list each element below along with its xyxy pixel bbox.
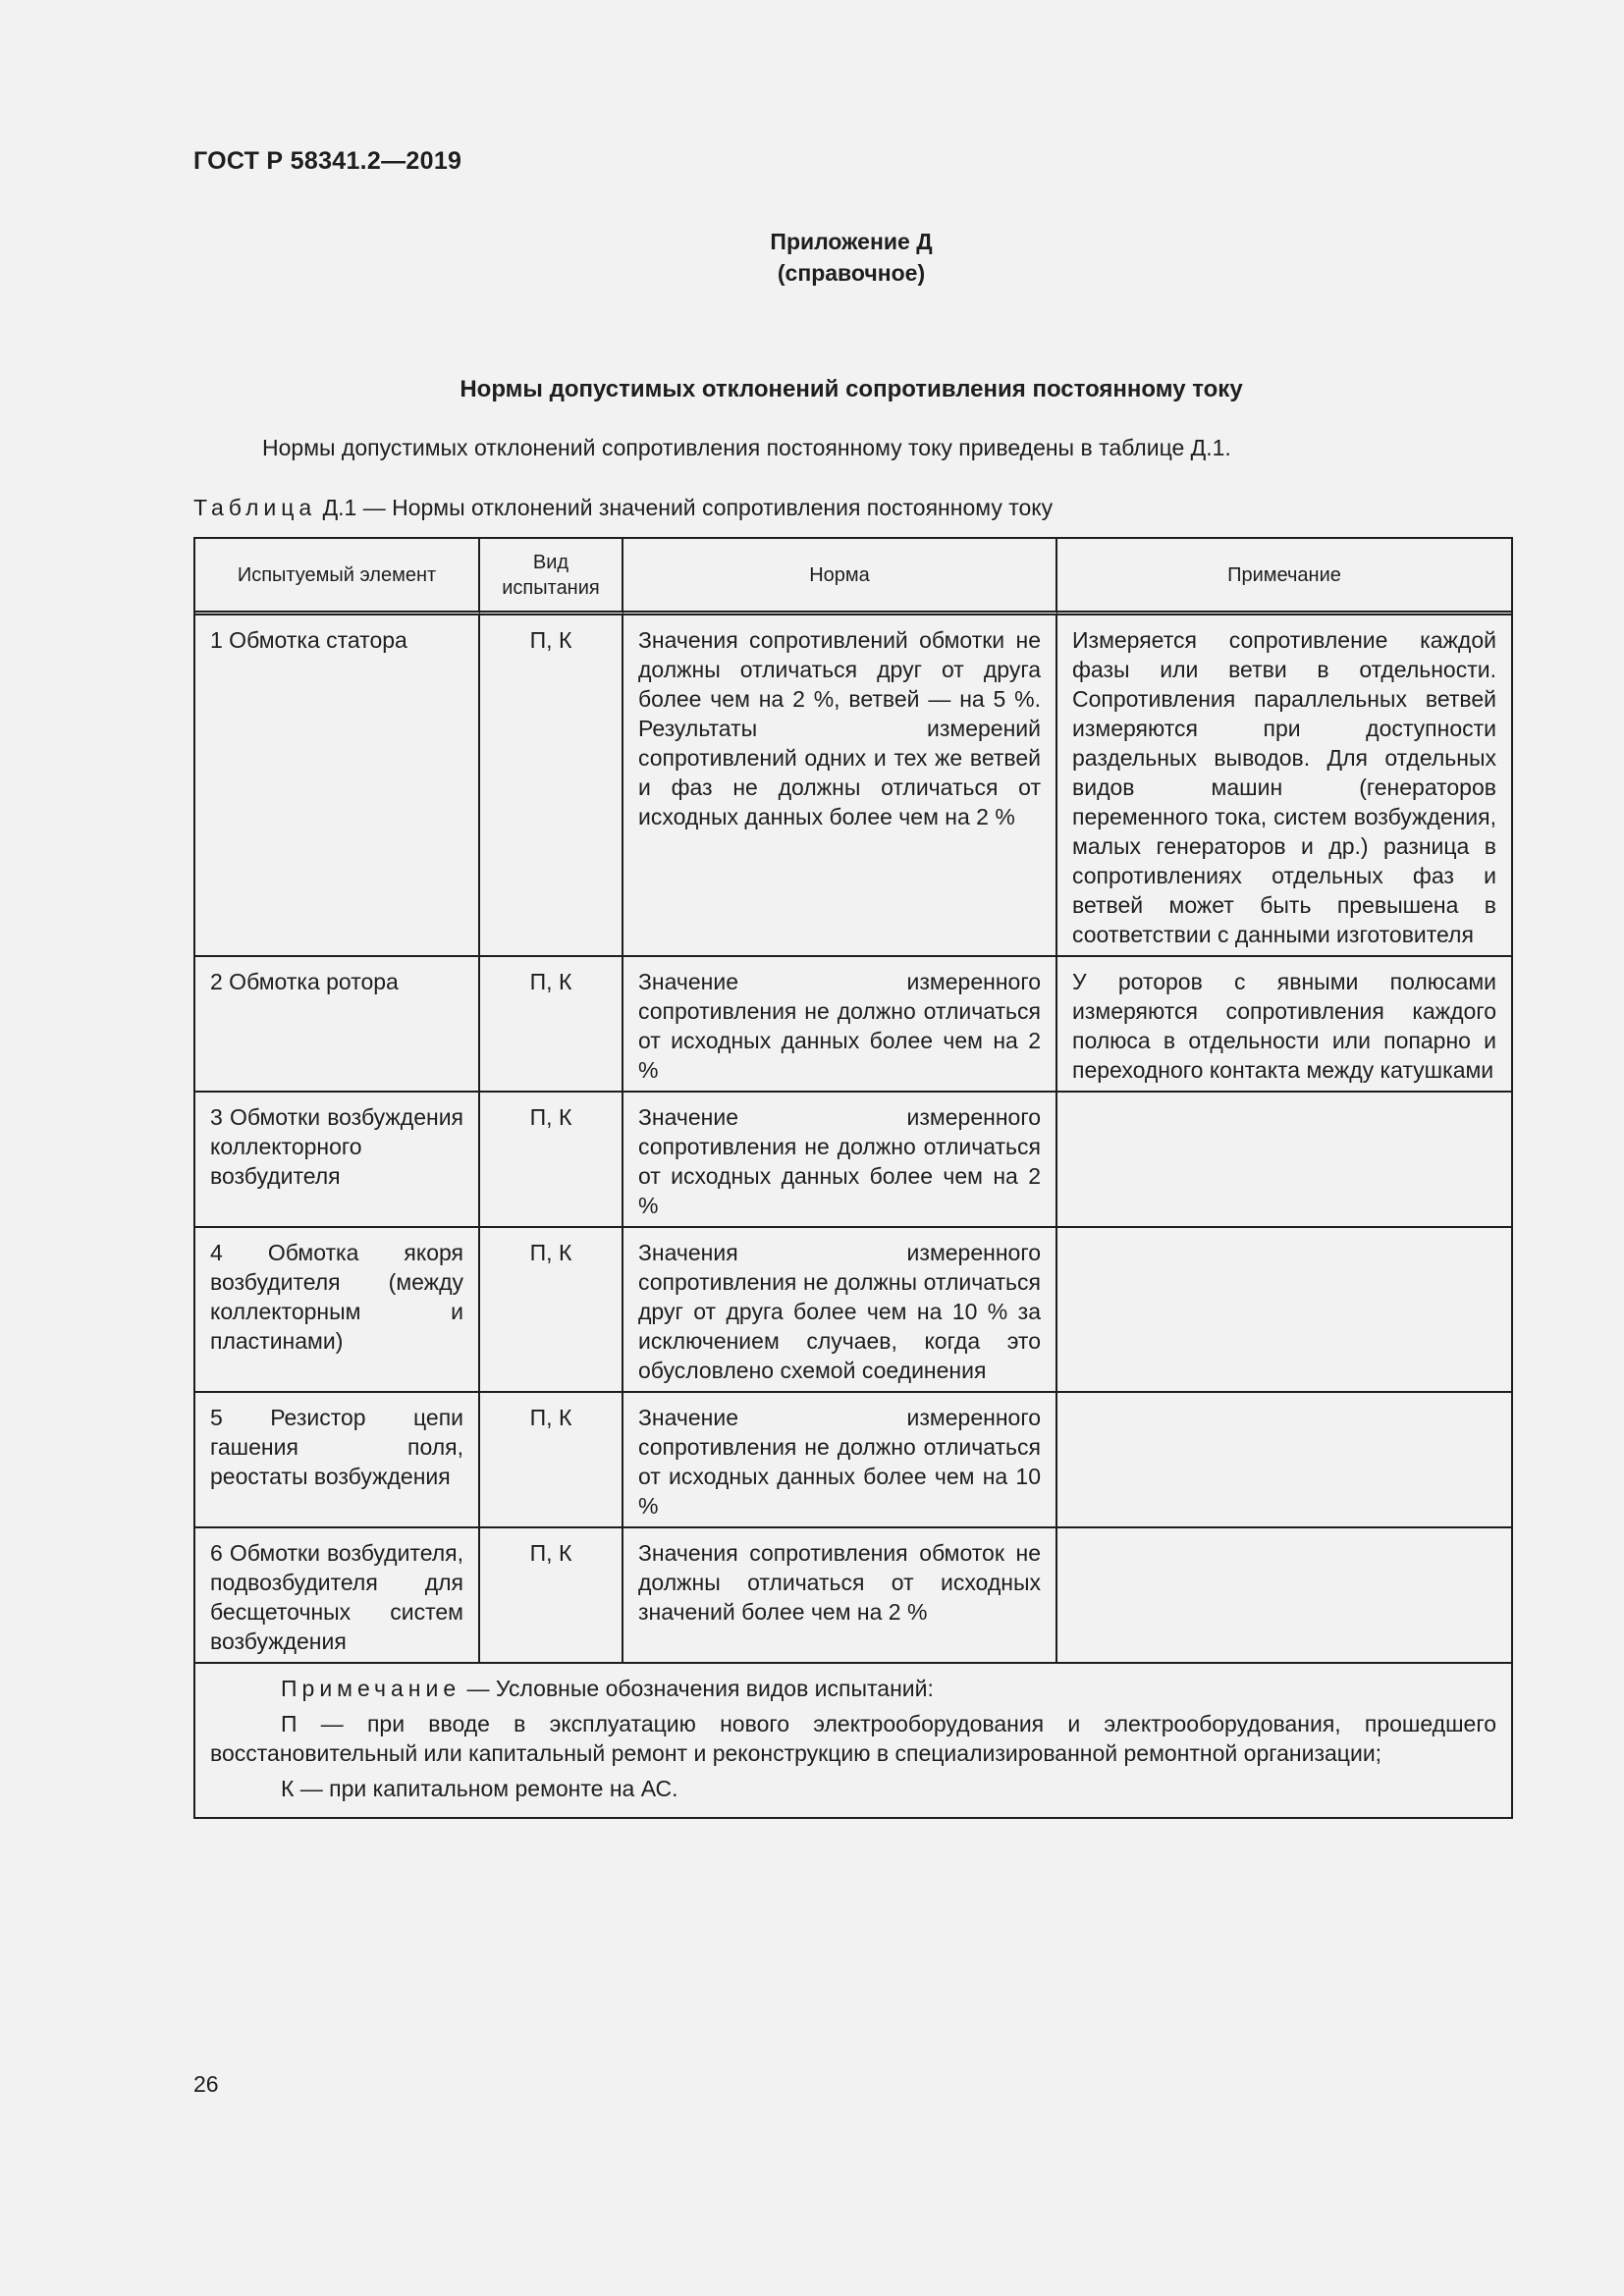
cell-test-type: П, К: [480, 615, 623, 957]
column-header-element: Испытуемый элемент: [195, 539, 480, 615]
cell-test-type: П, К: [480, 1528, 623, 1664]
table-row: [195, 1228, 1511, 1393]
cell-note: [1057, 1528, 1511, 1664]
norms-table: [193, 537, 1513, 1819]
section-title: Нормы допустимых отклонений сопротивления постоянному току: [460, 376, 1243, 402]
appendix-subtitle: (справочное): [777, 260, 926, 286]
cell-test-type: П, К: [480, 1093, 623, 1228]
column-header-norm: Норма: [623, 539, 1057, 615]
appendix-heading: [0, 226, 1624, 289]
cell-test-type: П, К: [480, 1393, 623, 1528]
column-header-test-type: Вид испытания: [480, 539, 623, 615]
table-row: [195, 1093, 1511, 1228]
cell-test-type: П, К: [480, 957, 623, 1093]
table-row: [195, 1393, 1511, 1528]
cell-norm: Значения сопротивления обмоток не должны отличаться от исходных значений более чем на 2 %: [623, 1528, 1057, 1664]
appendix-title: Приложение Д: [770, 229, 933, 254]
column-header-note: Примечание: [1057, 539, 1511, 615]
document-id: ГОСТ Р 58341.2—2019: [193, 147, 462, 175]
cell-note: У роторов с явными полюсами измеряются сопротивления каждого полюса в отдельности или попарно и переходного контакта между катушками: [1057, 957, 1511, 1093]
table-caption-text: Д.1 — Нормы отклонений значений сопротивления постоянному току: [316, 495, 1054, 520]
cell-norm: Значения сопротивлений обмотки не должны отличаться друг от друга более чем на 2 %, ветвей — на 5 %. Результаты измерений сопротивлений одних и тех же ветвей и фаз не должны отличаться от исходных данных более чем на 2 %: [623, 615, 1057, 957]
cell-element: 6 Обмотки возбудителя, подвозбудителя для бесщеточных систем возбуждения: [195, 1528, 480, 1664]
cell-element: 5 Резистор цепи гашения поля, реостаты возбуждения: [195, 1393, 480, 1528]
cell-note: [1057, 1093, 1511, 1228]
table-row: [195, 957, 1511, 1093]
page-number: 26: [193, 2071, 219, 2097]
table-caption: [193, 495, 1053, 521]
cell-test-type: П, К: [480, 1228, 623, 1393]
cell-norm: Значение измеренного сопротивления не должно отличаться от исходных данных более чем на 10 %: [623, 1393, 1057, 1528]
table-row: [195, 615, 1511, 957]
cell-norm: Значение измеренного сопротивления не должно отличаться от исходных данных более чем на 2 %: [623, 957, 1057, 1093]
table-footnote-row: [195, 1664, 1511, 1817]
footnote-intro: [210, 1674, 1496, 1703]
footnote-p-definition: П — при вводе в эксплуатацию нового электрооборудования и электрооборудования, прошедшего восстановительный или капитальный ремонт и реконструкцию в специализированной ремонтной организации;: [210, 1711, 1496, 1766]
footnote-label: Примечание: [281, 1676, 461, 1701]
cell-note: [1057, 1393, 1511, 1528]
cell-element: 2 Обмотка ротора: [195, 957, 480, 1093]
footnote-k-definition: К — при капитальном ремонте на АС.: [281, 1776, 678, 1801]
cell-note: [1057, 1228, 1511, 1393]
footnote-intro-text: — Условные обозначения видов испытаний:: [460, 1676, 934, 1701]
table-header-row: [195, 539, 1511, 615]
table-footnote: [195, 1664, 1511, 1817]
intro-paragraph: Нормы допустимых отклонений сопротивления постоянному току приведены в таблице Д.1.: [262, 435, 1231, 460]
cell-norm: Значение измеренного сопротивления не должно отличаться от исходных данных более чем на 2 %: [623, 1093, 1057, 1228]
cell-element: 4 Обмотка якоря возбудителя (между коллекторным и пластинами): [195, 1228, 480, 1393]
table-row: [195, 1528, 1511, 1664]
cell-element: 3 Обмотки возбуждения коллекторного возбудителя: [195, 1093, 480, 1228]
cell-note: Измеряется сопротивление каждой фазы или ветви в отдельности. Сопротивления параллельных ветвей измеряются при доступности раздельных выводов. Для отдельных видов машин (генераторов переменного тока, систем возбуждения, малых генераторов и др.) разница в сопротивлениях отдельных фаз и ветвей может быть превышена в соответствии с данными изготовителя: [1057, 615, 1511, 957]
cell-norm: Значения измеренного сопротивления не должны отличаться друг от друга более чем на 10 % за исключением случаев, когда это обусловлено схемой соединения: [623, 1228, 1057, 1393]
table-caption-prefix: Таблица: [193, 495, 317, 520]
cell-element: 1 Обмотка статора: [195, 615, 480, 957]
